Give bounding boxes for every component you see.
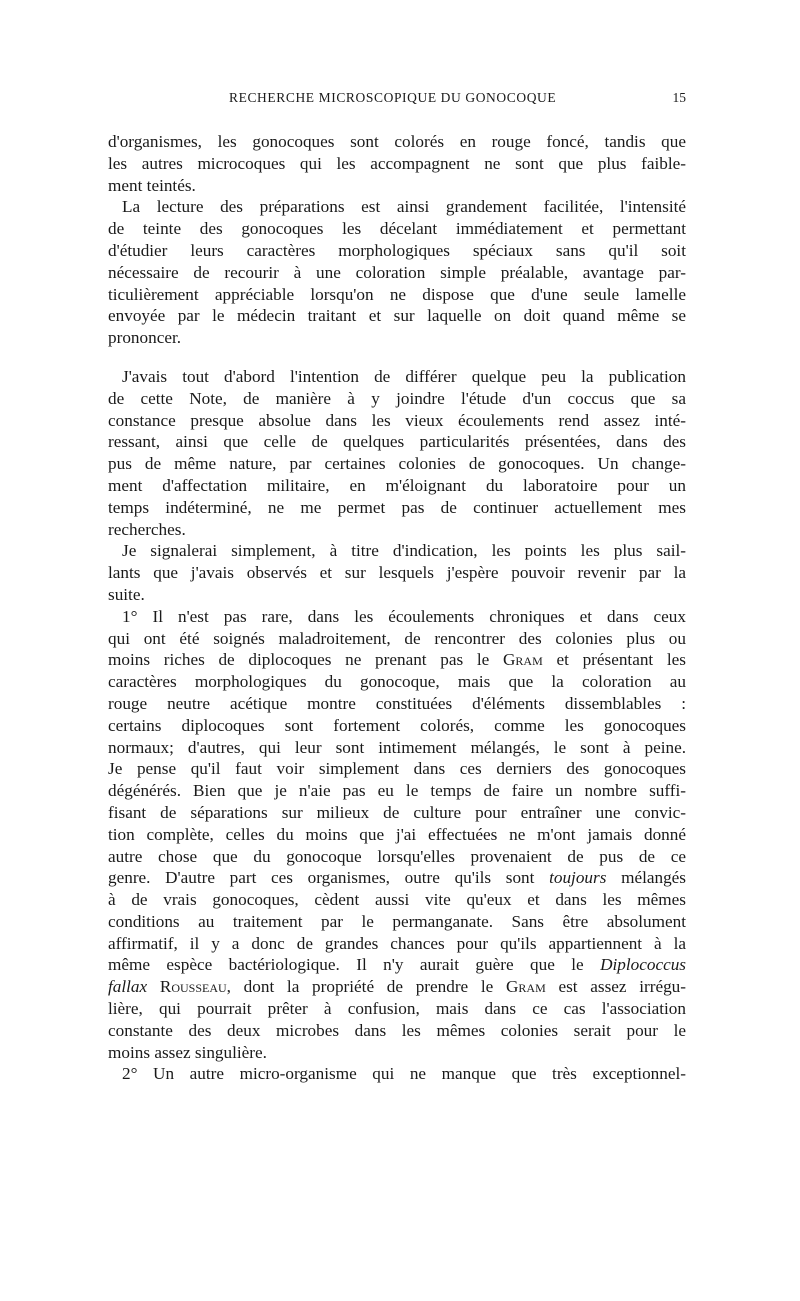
text-line: affirmatif, il y a donc de grandes chances pour qu'ils appartiennent à la [108, 933, 686, 953]
running-title: RECHERCHE MICROSCOPIQUE DU GONOCOQUE [229, 90, 557, 105]
paragraph-4 [108, 540, 686, 605]
text-line: d'étudier leurs caractères morphologiques spéciaux sans qu'il soit [108, 240, 686, 260]
gram-term: Gram [503, 650, 543, 670]
gram-term: Gram [506, 977, 546, 997]
text-line [108, 867, 686, 889]
text-line: ressant, ainsi que celle de quelques particularités présentées, dans des [108, 432, 686, 452]
text-line: dégénérés. Bien que je n'aie pas eu le temps de faire un nombre suffi- [108, 781, 686, 801]
text-line: conditions au traitement par le permanganate. Sans être absolument [108, 911, 686, 931]
text-line: lants que j'avais observés et sur lesquels j'espère pouvoir revenir par la [108, 563, 686, 583]
text-line: d'organismes, les gonocoques sont colorés en rouge foncé, tandis que [108, 132, 686, 151]
text-line: de teinte des gonocoques les décelant immédiatement et permettant [108, 219, 686, 239]
text-line: ment teintés. [108, 175, 196, 195]
text-line: fisant de séparations sur milieux de culture pour entraîner une convic- [108, 802, 686, 822]
text-line: La lecture des préparations est ainsi grandement facilitée, l'intensité [122, 197, 686, 217]
paragraph-6 [108, 1063, 686, 1085]
text-line: les autres microcoques qui les accompagnent ne sont que plus faible- [108, 153, 686, 173]
text-segment: est assez irrégu- [545, 977, 686, 997]
paragraph-5 [108, 606, 686, 1064]
text-line: J'avais tout d'abord l'intention de différer quelque peu la publication [122, 366, 686, 386]
text-segment: et présentant les [542, 650, 686, 670]
text-line: prononcer. [108, 328, 182, 348]
text-line: nécessaire de recourir à une coloration simple préalable, avantage par- [108, 262, 686, 282]
page-number: 15 [672, 90, 686, 105]
text-segment: même espèce bactériologique. Il n'y aurait guère que le [108, 955, 601, 975]
text-line: constante des deux microbes dans les mêmes colonies serait pour le [108, 1020, 686, 1040]
paragraph-3 [108, 366, 686, 540]
text-line [108, 954, 686, 976]
text-segment: genre. D'autre part ces organismes, outre qu'ils sont [108, 868, 550, 888]
text-line: caractères morphologiques du gonocoque, mais que la coloration au [108, 672, 686, 692]
text-segment: , dont la propriété de prendre le [226, 977, 506, 997]
text-line [108, 976, 686, 998]
text-line: ment d'affectation militaire, en m'éloignant du laboratoire pour un [108, 475, 686, 495]
text-line: 1° Il n'est pas rare, dans les écoulements chroniques et dans ceux [122, 606, 686, 626]
text-line: temps indéterminé, ne me permet pas de continuer actuellement mes [108, 497, 686, 517]
text-line: pus de même nature, par certaines colonies de gonocoques. Un change- [108, 454, 686, 474]
italic-term: toujours [549, 868, 607, 888]
paragraph-2 [108, 196, 686, 349]
text-line: rouge neutre acétique montre constituées d'éléments dissemblables : [108, 693, 686, 713]
text-line: recherches. [108, 519, 186, 539]
text-line: ticulièrement appréciable lorsqu'on ne dispose que d'une seule lamelle [108, 284, 686, 304]
text-line: moins assez singulière. [108, 1042, 267, 1062]
text-line: Je pense qu'il faut voir simplement dans ces derniers des gonocoques [108, 759, 686, 779]
text-line: 2° Un autre micro-organisme qui ne manque que très exceptionnel- [122, 1064, 686, 1084]
text-line: certains diplocoques sont fortement colorés, comme les gonocoques [108, 715, 686, 735]
author-name: Rousseau [159, 977, 227, 997]
text-line: de cette Note, de manière à y joindre l'étude d'un coccus que sa [108, 388, 686, 408]
species-name: Diplococcus [600, 955, 686, 975]
text-line: normaux; d'autres, qui leur sont intimement mélangés, le sont à peine. [108, 737, 686, 757]
text-line: envoyée par le médecin traitant et sur laquelle on doit quand même se [108, 306, 686, 326]
text-line: tion complète, celles du moins que j'ai effectuées ne m'ont jamais donné [108, 824, 686, 844]
text-segment: mélangés [606, 868, 686, 888]
species-name: fallax [108, 977, 148, 997]
text-line: Je signalerai simplement, à titre d'indication, les points les plus sail- [122, 541, 686, 561]
text-line: suite. [108, 584, 145, 604]
paragraph-1 [108, 131, 686, 196]
text-segment: moins riches de diplocoques ne prenant pas le [108, 650, 503, 670]
text-line [108, 649, 686, 671]
page-body [108, 131, 686, 1085]
text-line: constance presque absolue dans les vieux écoulements rend assez inté- [108, 410, 686, 430]
text-line: autre chose que du gonocoque lorsqu'elles provenaient de pus de ce [108, 846, 686, 866]
text-line: lière, qui pourrait prêter à confusion, mais dans ce cas l'association [108, 999, 686, 1019]
text-line: à de vrais gonocoques, cèdent aussi vite qu'eux et dans les mêmes [108, 890, 686, 910]
text-line: qui ont été soignés maladroitement, de rencontrer des colonies plus ou [108, 628, 686, 648]
running-header [108, 86, 686, 110]
